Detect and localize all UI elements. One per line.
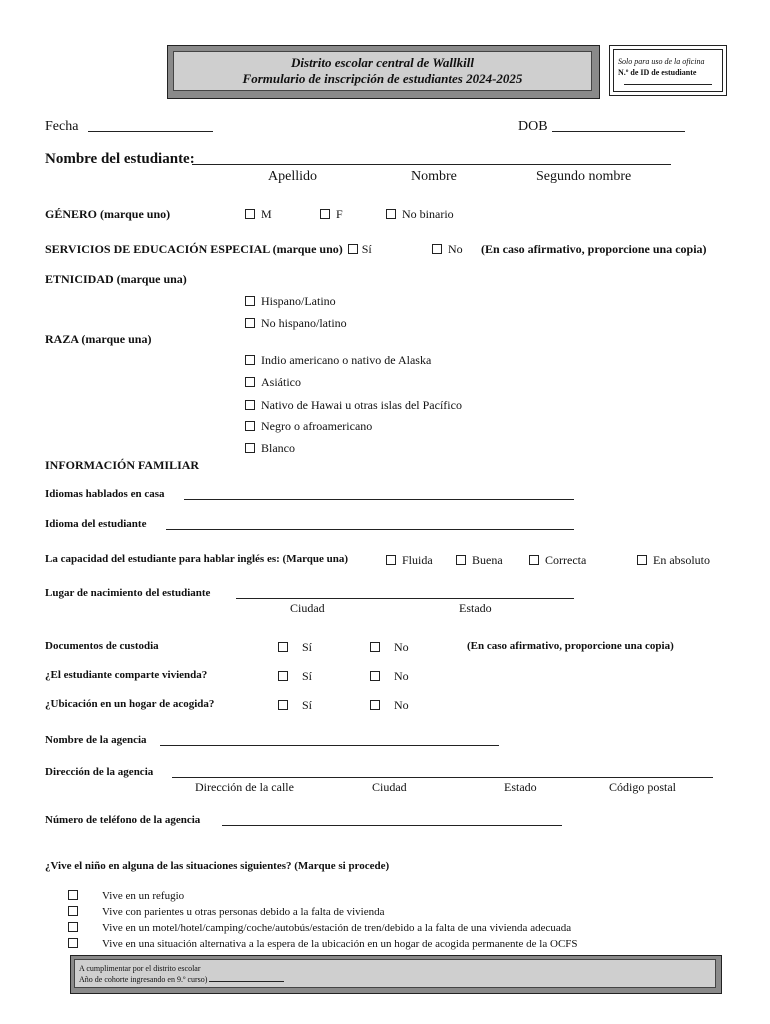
gender-option-m[interactable]: M — [245, 207, 272, 222]
checkbox[interactable] — [386, 555, 396, 565]
checkbox[interactable] — [278, 671, 288, 681]
custody-docs-no[interactable]: No — [370, 640, 409, 655]
race-option[interactable]: Blanco — [245, 441, 295, 456]
nombre-label: Nombre — [411, 169, 457, 184]
agency-phone-label: Número de teléfono de la agencia — [45, 814, 201, 826]
agency-phone-field[interactable] — [222, 825, 562, 826]
situations-question: ¿Vive el niño en alguna de las situaciones siguientes? (Marque si procede) — [45, 860, 390, 872]
race-option[interactable]: Asiático — [245, 375, 301, 390]
custody-note: (En caso afirmativo, proporcione una copia) — [467, 640, 674, 652]
custody-docs-label: Documentos de custodia — [45, 640, 159, 652]
student-id-label: N.º de ID de estudiante — [618, 68, 697, 77]
checkbox[interactable] — [68, 938, 78, 948]
birthplace-ciudad-label: Ciudad — [290, 601, 325, 615]
agency-address-field[interactable] — [172, 777, 713, 778]
languages-home-field[interactable] — [184, 499, 574, 500]
special-ed-note: (En caso afirmativo, proporcione una copia) — [481, 242, 707, 256]
segundo-nombre-label: Segundo nombre — [536, 169, 632, 184]
cohort-year-field[interactable] — [209, 981, 284, 982]
situation-option[interactable]: Vive con parientes u otras personas debido a la falta de vivienda — [68, 906, 385, 918]
ethnicity-option[interactable]: Hispano/Latino — [245, 294, 336, 309]
ability-correcta[interactable]: Correcta — [529, 553, 586, 568]
district-use-label: A cumplimentar por el distrito escolar — [79, 964, 201, 973]
checkbox[interactable] — [245, 296, 255, 306]
agency-name-label: Nombre de la agencia — [45, 734, 147, 746]
situation-option[interactable]: Vive en una situación alternativa a la espera de la ubicación en un hogar de acogida permanente de la OCFS — [68, 938, 578, 950]
agency-city-label: Ciudad — [372, 780, 407, 794]
checkbox[interactable] — [456, 555, 466, 565]
fecha-field[interactable] — [88, 131, 213, 132]
checkbox[interactable] — [245, 443, 255, 453]
checkbox[interactable] — [278, 642, 288, 652]
checkbox[interactable] — [370, 700, 380, 710]
agency-state-label: Estado — [504, 780, 537, 794]
special-ed-no[interactable]: No — [432, 242, 463, 257]
ability-fluida[interactable]: Fluida — [386, 553, 433, 568]
situation-option[interactable]: Vive en un motel/hotel/camping/coche/autobús/estación de tren/debido a la falta de una vivienda adecuada — [68, 922, 571, 934]
gender-option-nonbinary[interactable]: No binario — [386, 207, 454, 222]
shares-home-label: ¿El estudiante comparte vivienda? — [45, 669, 208, 681]
foster-label: ¿Ubicación en un hogar de acogida? — [45, 698, 215, 710]
foster-no[interactable]: No — [370, 698, 409, 713]
gender-label: GÉNERO (marque uno) — [45, 207, 171, 221]
student-name-field[interactable] — [192, 164, 671, 165]
district-use-box — [74, 959, 716, 988]
gender-option-f[interactable]: F — [320, 207, 343, 222]
foster-yes[interactable]: Sí — [278, 698, 312, 713]
situation-option[interactable]: Vive en un refugio — [68, 890, 184, 902]
special-ed-yes-checkbox[interactable] — [348, 244, 358, 254]
student-language-field[interactable] — [166, 529, 574, 530]
checkbox[interactable] — [245, 355, 255, 365]
checkbox[interactable] — [245, 377, 255, 387]
ethnicity-label: ETNICIDAD (marque una) — [45, 272, 187, 286]
checkbox[interactable] — [245, 318, 255, 328]
checkbox[interactable] — [245, 400, 255, 410]
checkbox[interactable] — [68, 922, 78, 932]
ethnicity-option[interactable]: No hispano/latino — [245, 316, 347, 331]
student-id-field[interactable] — [624, 84, 712, 85]
office-use-box — [609, 45, 727, 96]
checkbox[interactable] — [278, 700, 288, 710]
dob-label: DOB — [518, 119, 548, 134]
agency-name-field[interactable] — [160, 745, 499, 746]
checkbox[interactable] — [529, 555, 539, 565]
english-ability-label: La capacidad del estudiante para hablar inglés es: (Marque una) — [45, 553, 349, 565]
office-use-label: Solo para uso de la oficina — [618, 57, 705, 66]
checkbox[interactable] — [370, 642, 380, 652]
custody-docs-yes[interactable]: Sí — [278, 640, 312, 655]
form-header — [173, 51, 592, 91]
checkbox[interactable] — [68, 906, 78, 916]
agency-zip-label: Código postal — [609, 780, 677, 794]
dob-field[interactable] — [552, 131, 685, 132]
checkbox[interactable] — [386, 209, 396, 219]
birthplace-label: Lugar de nacimiento del estudiante — [45, 587, 211, 599]
district-name: Distrito escolar central de Wallkill — [291, 55, 474, 70]
student-language-label: Idioma del estudiante — [45, 518, 147, 530]
agency-street-label: Dirección de la calle — [195, 780, 294, 794]
race-option[interactable]: Nativo de Hawai u otras islas del Pacífico — [245, 398, 462, 413]
fecha-label: Fecha — [45, 119, 79, 134]
checkbox[interactable] — [68, 890, 78, 900]
cohort-year-label: Año de cohorte ingresando en 9.º curso) — [79, 974, 711, 985]
birthplace-estado-label: Estado — [459, 601, 492, 615]
agency-address-label: Dirección de la agencia — [45, 766, 154, 778]
checkbox[interactable] — [637, 555, 647, 565]
race-label: RAZA (marque una) — [45, 332, 152, 346]
languages-home-label: Idiomas hablados en casa — [45, 488, 165, 500]
apellido-label: Apellido — [268, 169, 317, 184]
special-ed-label: SERVICIOS DE EDUCACIÓN ESPECIAL (marque uno) Sí — [45, 242, 372, 256]
race-option[interactable]: Indio americano o nativo de Alaska — [245, 353, 431, 368]
form-title: Formulario de inscripción de estudiantes 2024-2025 — [242, 71, 523, 86]
birthplace-field[interactable] — [236, 598, 574, 599]
checkbox[interactable] — [245, 209, 255, 219]
ability-en-absoluto[interactable]: En absoluto — [637, 553, 710, 568]
student-name-label: Nombre del estudiante: — [45, 151, 195, 167]
checkbox[interactable] — [320, 209, 330, 219]
shares-home-yes[interactable]: Sí — [278, 669, 312, 684]
checkbox[interactable] — [245, 421, 255, 431]
ability-buena[interactable]: Buena — [456, 553, 503, 568]
checkbox[interactable] — [370, 671, 380, 681]
race-option[interactable]: Negro o afroamericano — [245, 419, 372, 434]
shares-home-no[interactable]: No — [370, 669, 409, 684]
checkbox[interactable] — [432, 244, 442, 254]
family-info-label: INFORMACIÓN FAMILIAR — [45, 458, 200, 472]
